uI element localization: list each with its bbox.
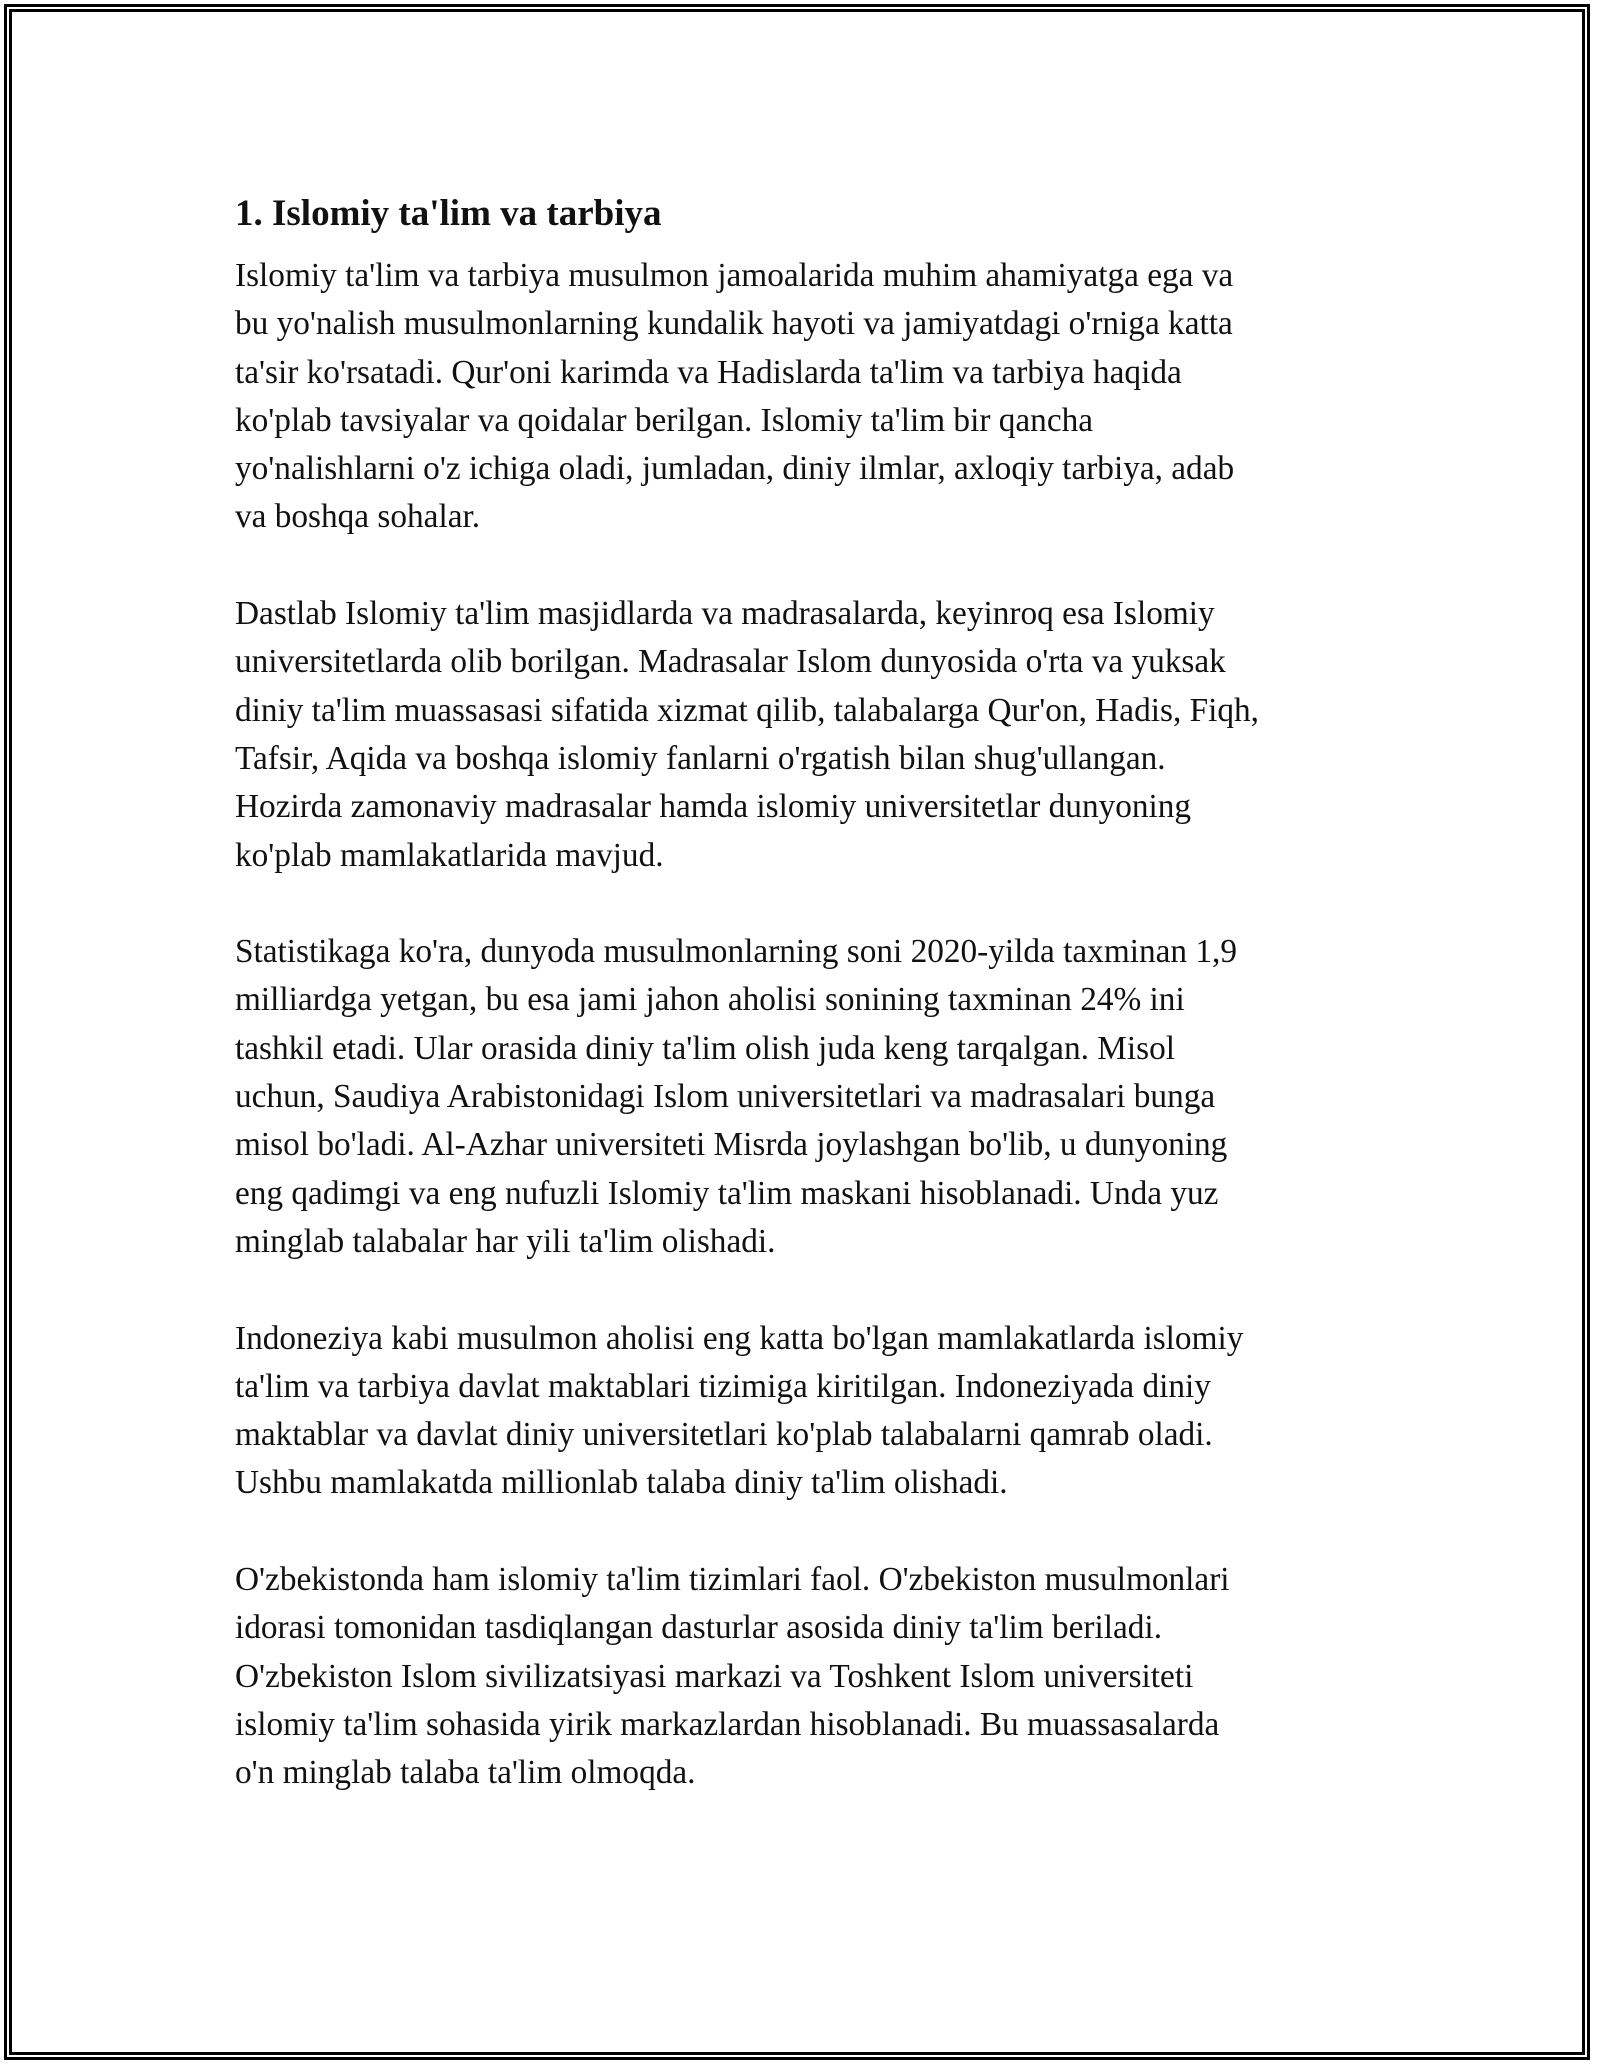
paragraph-line: ko'plab mamlakatlarida mavjud.: [235, 836, 664, 874]
paragraph-line: yo'nalishlarni o'z ichiga oladi, jumladan, diniy ilmlar, axloqiy tarbiya, adab: [235, 450, 1235, 488]
paragraph-line: Tafsir, Aqida va boshqa islomiy fanlarni o'rgatish bilan shug'ullangan.: [235, 739, 1166, 777]
paragraph-line: maktablar va davlat diniy universitetlari ko'plab talabalarni qamrab oladi.: [235, 1416, 1213, 1454]
paragraph-line: Islomiy ta'lim va tarbiya musulmon jamoalarida muhim ahamiyatga ega va: [235, 257, 1234, 294]
paragraph: [235, 590, 1385, 880]
paragraph-line: Hozirda zamonaviy madrasalar hamda islomiy universitetlar dunyoning: [235, 788, 1192, 826]
paragraph-line: misol bo'ladi. Al-Azhar universiteti Misrda joylashgan bo'lib, u dunyoning: [235, 1126, 1228, 1164]
paragraph-line: idorasi tomonidan tasdiqlangan dasturlar asosida diniy ta'lim beriladi.: [235, 1609, 1163, 1647]
paragraph-line: va boshqa sohalar.: [235, 498, 481, 536]
paragraph-line: diniy ta'lim muassasasi sifatida xizmat qilib, talabalarga Qur'on, Hadis, Fiqh,: [235, 691, 1259, 729]
paragraph-line: bu yo'nalish musulmonlarning kundalik hayoti va jamiyatdagi o'rniga katta: [235, 305, 1233, 343]
paragraph-line: Statistikaga ko'ra, dunyoda musulmonlarning soni 2020-yilda taxminan 1,9: [235, 933, 1237, 971]
paragraph: [235, 1315, 1385, 1508]
paragraph-line: universitetlarda olib borilgan. Madrasalar Islom dunyosida o'rta va yuksak: [235, 643, 1226, 681]
paragraph: [235, 252, 1385, 542]
paragraph: [235, 1556, 1385, 1797]
paragraph-line: uchun, Saudiya Arabistonidagi Islom universitetlari va madrasalari bunga: [235, 1078, 1216, 1116]
section-heading: 1. Islomiy ta'lim va tarbiya: [235, 193, 662, 234]
document-body: [235, 182, 1385, 1846]
paragraph-line: milliardga yetgan, bu esa jami jahon aholisi sonining taxminan 24% ini: [235, 981, 1185, 1019]
paragraph-line: Dastlab Islomiy ta'lim masjidlarda va madrasalarda, keyinroq esa Islomiy: [235, 595, 1215, 633]
paragraph-line: o'n minglab talaba ta'lim olmoqda.: [235, 1754, 696, 1792]
paragraph-line: ko'plab tavsiyalar va qoidalar berilgan. Islomiy ta'lim bir qancha: [235, 401, 1094, 439]
paragraph-line: islomiy ta'lim sohasida yirik markazlardan hisoblanadi. Bu muassasalarda: [235, 1705, 1220, 1743]
paragraph-line: ta'lim va tarbiya davlat maktablari tizimiga kiritilgan. Indoneziyada diniy: [235, 1367, 1211, 1405]
paragraph-line: minglab talabalar har yili ta'lim olishadi.: [235, 1222, 776, 1260]
paragraph-line: tashkil etadi. Ular orasida diniy ta'lim olish juda keng tarqalgan. Misol: [235, 1029, 1175, 1067]
paragraph-line: O'zbekistonda ham islomiy ta'lim tizimlari faol. O'zbekiston musulmonlari: [235, 1561, 1230, 1599]
paragraph: [235, 928, 1385, 1266]
paragraph-list: [235, 252, 1385, 1798]
paragraph-line: ta'sir ko'rsatadi. Qur'oni karimda va Hadislarda ta'lim va tarbiya haqida: [235, 353, 1182, 391]
paragraph-line: Indoneziya kabi musulmon aholisi eng katta bo'lgan mamlakatlarda islomiy: [235, 1319, 1244, 1357]
paragraph-line: Ushbu mamlakatda millionlab talaba diniy ta'lim olishadi.: [235, 1464, 1008, 1502]
paragraph-line: O'zbekiston Islom sivilizatsiyasi markazi va Toshkent Islom universiteti: [235, 1657, 1194, 1695]
paragraph-line: eng qadimgi va eng nufuzli Islomiy ta'lim maskani hisoblanadi. Unda yuz: [235, 1174, 1219, 1212]
